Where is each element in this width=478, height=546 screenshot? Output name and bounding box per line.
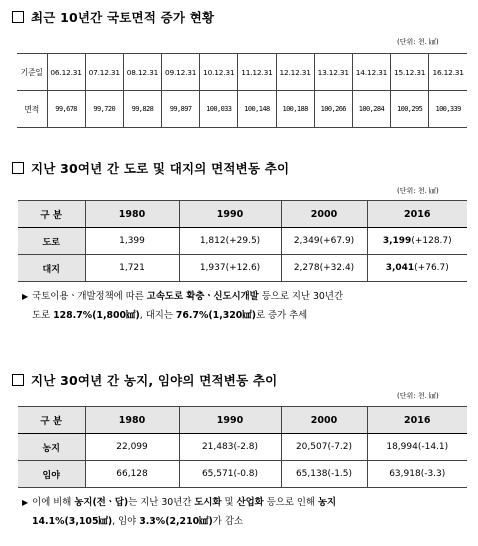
- row-label-forest: 임야: [18, 461, 85, 488]
- date-cell: 10.12.31: [200, 54, 238, 91]
- change-value: (+128.7): [411, 236, 452, 246]
- note-text: , 대지는: [139, 310, 176, 321]
- change-value: (+76.7): [414, 263, 449, 273]
- date-cell: 14.12.31: [352, 54, 390, 91]
- row-label-area: 면적: [17, 91, 47, 128]
- table-cell: 1,399: [85, 228, 179, 255]
- table-cell: [367, 255, 467, 282]
- note-emphasis: 76.7%(1,320㎢): [175, 310, 256, 321]
- header-year: 2016: [367, 407, 467, 434]
- header-category: 구 분: [18, 201, 85, 228]
- table-row: [18, 461, 467, 488]
- table-row: [18, 228, 467, 255]
- note-line: [22, 306, 343, 325]
- date-cell: 12.12.31: [276, 54, 314, 91]
- table-cell: 2,278(+32.4): [281, 255, 367, 282]
- table-row: [18, 255, 467, 282]
- square-bullet-icon: [12, 11, 24, 23]
- area-cell: 100,284: [352, 91, 390, 128]
- section2-note: [22, 287, 343, 325]
- note-text: 국토이용ㆍ개발정책에 따른: [32, 291, 147, 302]
- header-year: 1980: [85, 407, 179, 434]
- land-area-table: [17, 53, 467, 128]
- row-label-site: 대지: [18, 255, 85, 282]
- table-cell: 20,507(-7.2): [281, 434, 367, 461]
- section2-heading: [12, 159, 289, 177]
- section2-unit: (단위: 천. ㎢): [397, 187, 439, 195]
- date-cell: 08.12.31: [123, 54, 161, 91]
- note-emphasis: 14.1%(3,105㎢): [32, 516, 113, 527]
- header-category: 구 분: [18, 407, 85, 434]
- note-text: 및: [221, 497, 237, 508]
- table-row: [18, 434, 467, 461]
- area-cell: 100,266: [314, 91, 352, 128]
- table-cell: 21,483(-2.8): [179, 434, 281, 461]
- table-header-row: [18, 407, 467, 434]
- farm-forest-table: [18, 406, 467, 488]
- bold-value: 3,041: [385, 263, 415, 273]
- table-cell: 65,571(-0.8): [179, 461, 281, 488]
- date-cell: 16.12.31: [429, 54, 467, 91]
- table-cell: 22,099: [85, 434, 179, 461]
- row-label-road: 도로: [18, 228, 85, 255]
- header-year: 2016: [367, 201, 467, 228]
- note-emphasis: 농지: [317, 497, 337, 508]
- date-cell: 11.12.31: [238, 54, 276, 91]
- section1-heading: [12, 8, 214, 26]
- note-emphasis: 128.7%(1,800㎢): [53, 310, 140, 321]
- note-line: [22, 512, 336, 531]
- table-cell: 1,721: [85, 255, 179, 282]
- arrow-bullet-icon: ▶: [22, 498, 29, 507]
- arrow-bullet-icon: ▶: [22, 292, 29, 301]
- header-year: 2000: [281, 407, 367, 434]
- note-text: 이에 비해: [32, 497, 75, 508]
- table-cell: 66,128: [85, 461, 179, 488]
- header-year: 1990: [179, 201, 281, 228]
- section2-title: 지난 30여년 간 도로 및 대지의 면적변동 추이: [31, 161, 290, 176]
- section3-unit: (단위: 천. ㎢): [397, 392, 439, 400]
- table-header-row: [18, 201, 467, 228]
- note-emphasis: 3.3%(2,210㎢): [139, 516, 213, 527]
- date-cell: 15.12.31: [391, 54, 429, 91]
- date-cell: 07.12.31: [85, 54, 123, 91]
- note-text: 는 지난 30년간: [128, 497, 195, 508]
- area-cell: 100,339: [429, 91, 467, 128]
- header-year: 1990: [179, 407, 281, 434]
- header-year: 2000: [281, 201, 367, 228]
- bold-value: 3,199: [382, 236, 412, 246]
- square-bullet-icon: [12, 374, 24, 386]
- area-cell: 100,033: [200, 91, 238, 128]
- note-emphasis: 도시화: [194, 497, 222, 508]
- table-cell: 2,349(+67.9): [281, 228, 367, 255]
- note-text: , 임야: [112, 516, 140, 527]
- note-text: 가 감소: [212, 516, 243, 527]
- area-cell: 100,188: [276, 91, 314, 128]
- area-cell: 99,678: [47, 91, 85, 128]
- table-cell: 63,918(-3.3): [367, 461, 467, 488]
- note-emphasis: 고속도로 확충ㆍ신도시개발: [146, 291, 259, 302]
- square-bullet-icon: [12, 162, 24, 174]
- note-text: 등으로 인해: [263, 497, 318, 508]
- table-cell: 1,937(+12.6): [179, 255, 281, 282]
- table-cell: [367, 228, 467, 255]
- note-line: [22, 493, 336, 512]
- section1-unit: (단위: 천. ㎢): [397, 38, 439, 46]
- note-emphasis: 농지(전ㆍ답): [74, 497, 129, 508]
- table-cell: 18,994(-14.1): [367, 434, 467, 461]
- header-year: 1980: [85, 201, 179, 228]
- area-cell: 100,295: [391, 91, 429, 128]
- note-text: 등으로 지난 30년간: [258, 291, 344, 302]
- date-cell: 06.12.31: [47, 54, 85, 91]
- area-row: [17, 91, 467, 128]
- section3-note: [22, 493, 336, 531]
- section3-heading: [12, 371, 277, 389]
- section3-title: 지난 30여년 간 농지, 임야의 면적변동 추이: [31, 373, 278, 388]
- road-site-table: [18, 200, 467, 282]
- note-text: 도로: [32, 310, 54, 321]
- date-row: [17, 54, 467, 91]
- table-cell: 65,138(-1.5): [281, 461, 367, 488]
- area-cell: 99,828: [123, 91, 161, 128]
- row-label-date: 기준일: [17, 54, 47, 91]
- row-label-farmland: 농지: [18, 434, 85, 461]
- note-text: 로 증가 추세: [255, 310, 308, 321]
- date-cell: 09.12.31: [162, 54, 200, 91]
- note-emphasis: 산업화: [236, 497, 264, 508]
- note-line: [22, 287, 343, 306]
- area-cell: 99,897: [162, 91, 200, 128]
- area-cell: 99,720: [85, 91, 123, 128]
- section1-title: 최근 10년간 국토면적 증가 현황: [31, 10, 215, 25]
- date-cell: 13.12.31: [314, 54, 352, 91]
- area-cell: 100,148: [238, 91, 276, 128]
- table-cell: 1,812(+29.5): [179, 228, 281, 255]
